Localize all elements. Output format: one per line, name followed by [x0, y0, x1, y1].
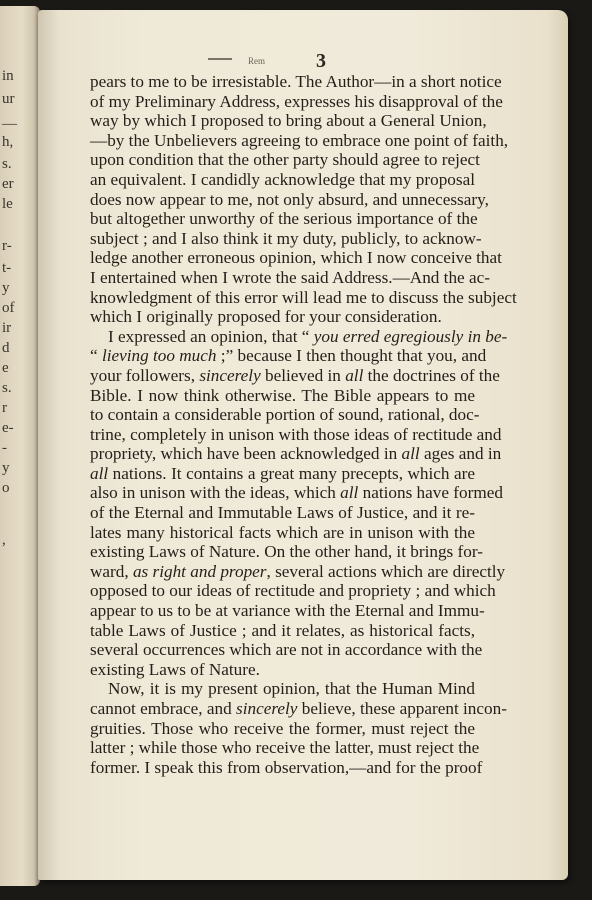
- text-line: existing Laws of Nature. On the other hand, it brings for-: [90, 542, 483, 562]
- left-page-fragment: -: [2, 440, 7, 456]
- left-page-fragment: ur: [2, 91, 15, 107]
- text-line: cannot embrace, and sincerely believe, these apparent incon-: [90, 699, 507, 718]
- text-line: gruities. Those who receive the former, must reject the: [90, 718, 475, 738]
- text-line: pears to me to be irresistable. The Author—in a short notice: [90, 72, 502, 91]
- running-head-word: Rem: [248, 56, 265, 66]
- left-page-fragment: e: [2, 360, 9, 376]
- italic-phrase: sincerely: [199, 365, 261, 385]
- text-line: of my Preliminary Address, expresses his disapproval of the: [90, 91, 503, 111]
- text-line: latter ; while those who receive the latter, must reject the: [90, 738, 480, 758]
- previous-page-edge: [0, 6, 40, 886]
- text-line: ledge another erroneous opinion, which I now conceive that: [90, 248, 502, 268]
- text-line: existing Laws of Nature.: [90, 659, 260, 679]
- left-page-fragment: d: [2, 340, 10, 356]
- running-head-rule: [208, 58, 232, 60]
- text-line: upon condition that the other party should agree to reject: [90, 150, 480, 170]
- left-page-fragment: —: [2, 116, 17, 132]
- text-line: Now, it is my present opinion, that the Human Mind: [108, 679, 475, 699]
- text-line: an equivalent. I candidly acknowledge that my proposal: [90, 169, 475, 189]
- text-line: knowledgment of this error will lead me to discuss the subject: [90, 287, 517, 307]
- italic-phrase: all: [90, 463, 109, 483]
- left-page-fragment: ,: [2, 532, 6, 548]
- left-page-fragment: in: [2, 68, 14, 84]
- left-page-fragment: of: [2, 300, 15, 316]
- text-line: also in unison with the ideas, which all nations have formed: [90, 483, 503, 503]
- left-page-fragment: r: [2, 400, 7, 416]
- left-page-fragment: o: [2, 480, 10, 496]
- text-line: former. I speak this from observation,—and for the proof: [90, 757, 483, 777]
- left-page-fragment: y: [2, 460, 10, 476]
- italic-phrase: sincerely: [236, 699, 298, 718]
- left-page-fragment: t-: [2, 260, 12, 276]
- text-line: subject ; and I also think it my duty, publicly, to acknow-: [90, 228, 482, 248]
- page-number: 3: [316, 50, 326, 72]
- left-page-fragment: ir: [2, 320, 12, 336]
- text-line: several occurrences which are not in accordance with the: [90, 640, 483, 660]
- left-page-fragment: le: [2, 196, 13, 212]
- left-page-fragment: y: [2, 280, 10, 296]
- italic-phrase: you erred egregiously in be-: [313, 326, 508, 346]
- italic-phrase: all: [401, 444, 420, 464]
- italic-phrase: all: [345, 365, 364, 385]
- text-line: all nations. It contains a great many precepts, which are: [90, 463, 475, 483]
- left-page-fragment: h,: [2, 134, 14, 150]
- left-page-fragment: s.: [2, 380, 12, 396]
- text-line: way by which I proposed to bring about a General Union,: [90, 111, 487, 131]
- text-line: of the Eternal and Immutable Laws of Justice, and it re-: [90, 503, 475, 523]
- italic-phrase: lieving too much: [101, 346, 217, 366]
- text-line: propriety, which have been acknowledged in all ages and in: [90, 444, 502, 464]
- text-line: but altogether unworthy of the serious importance of the: [90, 209, 478, 229]
- page-body-text: [90, 72, 517, 777]
- left-page-fragment: r-: [2, 238, 12, 254]
- text-line: to contain a considerable portion of sound, rational, doc-: [90, 405, 480, 425]
- text-line: appear to us to be at variance with the Eternal and Immu-: [90, 601, 485, 621]
- text-line: I expressed an opinion, that “ you erred egregiously in be-: [108, 326, 508, 346]
- text-line: your followers, sincerely believed in all the doctrines of the: [90, 365, 500, 385]
- text-line: ward, as right and proper, several actions which are directly: [90, 561, 506, 581]
- left-page-fragment: s.: [2, 156, 12, 172]
- text-line: Bible. I now think otherwise. The Bible appears to me: [90, 385, 475, 405]
- text-line: does now appear to me, not only absurd, and unnecessary,: [90, 189, 489, 209]
- text-line: trine, completely in unison with those ideas of rectitude and: [90, 424, 502, 444]
- text-line: which I originally proposed for your consideration.: [90, 307, 442, 327]
- text-line: table Laws of Justice ; and it relates, as historical facts,: [90, 620, 475, 640]
- text-line: opposed to our ideas of rectitude and propriety ; and which: [90, 581, 496, 601]
- text-line: “ lieving too much ;” because I then thought that you, and: [90, 346, 487, 366]
- left-page-fragment: er: [2, 176, 14, 192]
- text-line: I entertained when I wrote the said Address.—And the ac-: [90, 267, 490, 287]
- italic-phrase: all: [340, 483, 359, 503]
- left-page-fragment: e-: [2, 420, 14, 436]
- text-line: —by the Unbelievers agreeing to embrace one point of faith,: [90, 130, 509, 150]
- italic-phrase: as right and proper: [132, 561, 267, 581]
- text-line: lates many historical facts which are in unison with the: [90, 522, 475, 542]
